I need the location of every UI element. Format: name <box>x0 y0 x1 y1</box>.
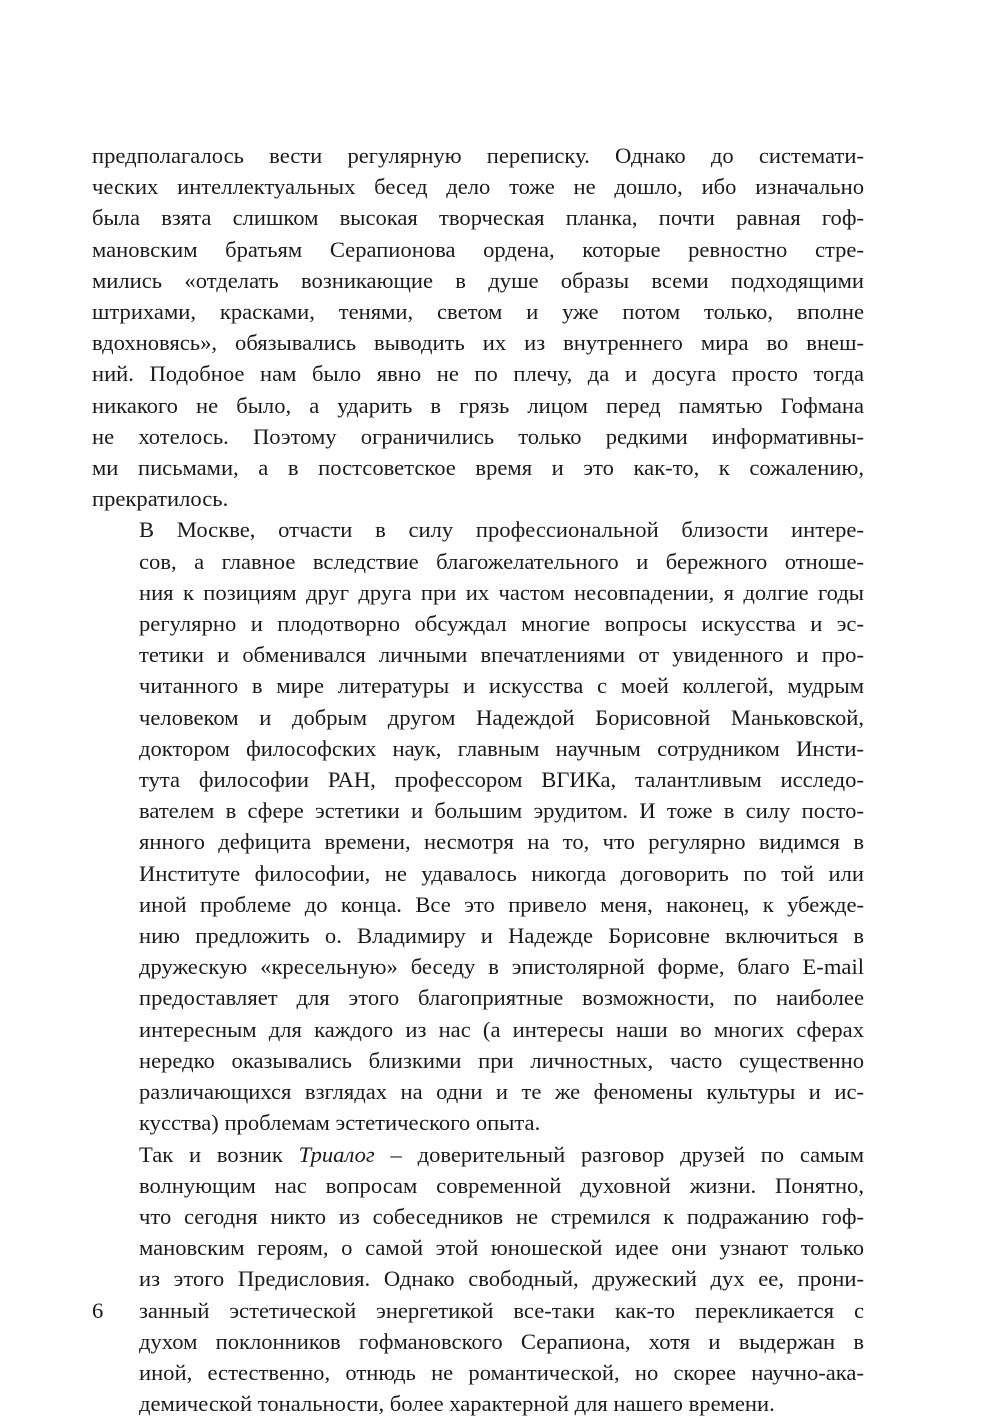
text-line <box>92 1139 864 1170</box>
text-line: регулярно и плодотворно обсуждал многие вопросы искусства и эс- <box>92 608 864 639</box>
text-line: мились «отделать возникающие в душе образы всеми подходящими <box>92 265 864 296</box>
text-line: дружескую «кресельную» беседу в эпистолярной форме, благо E-mail <box>92 951 864 982</box>
text-fragment: Так и возник <box>139 1142 299 1167</box>
page-number: 6 <box>92 1297 103 1325</box>
text-line: нередко оказывались близкими при личностных, часто существенно <box>92 1045 864 1076</box>
text-line: вателем в сфере эстетики и большим эрудитом. И тоже в силу посто- <box>92 795 864 826</box>
text-line: предполагалось вести регулярную переписку. Однако до системати- <box>92 140 864 171</box>
text-line: что сегодня никто из собеседников не стремился к подражанию гоф- <box>92 1201 864 1232</box>
text-line: была взята слишком высокая творческая планка, почти равная гоф- <box>92 202 864 233</box>
text-line: штрихами, красками, тенями, светом и уже потом только, вполне <box>92 296 864 327</box>
text-line: ми письмами, а в постсоветское время и это как-то, к сожалению, <box>92 452 864 483</box>
text-line: занный эстетической энергетикой все-таки как-то перекликается с <box>92 1295 864 1326</box>
text-line: различающихся взглядах на одни и те же феномены культуры и ис- <box>92 1076 864 1107</box>
text-line: сов, а главное вследствие благожелательного и бережного отноше- <box>92 546 864 577</box>
text-line: ний. Подобное нам было явно не по плечу, да и досуга просто тогда <box>92 358 864 389</box>
italic-title: Триалог <box>299 1142 375 1167</box>
text-fragment: – доверительный разговор друзей по самым <box>375 1142 864 1167</box>
text-line: кусства) проблемам эстетического опыта. <box>92 1107 864 1138</box>
text-line: вдохновясь», обязывались выводить их из внутреннего мира во внеш- <box>92 327 864 358</box>
paragraph-3 <box>92 1139 864 1419</box>
text-line: читанного в мире литературы и искусства с моей коллегой, мудрым <box>92 670 864 701</box>
text-line: никакого не было, а ударить в грязь лицом перед памятью Гофмана <box>92 390 864 421</box>
text-line: тетики и обменивался личными впечатлениями от увиденного и про- <box>92 639 864 670</box>
text-line: демической тональности, более характерной для нашего времени. <box>92 1388 864 1419</box>
paragraph-2 <box>92 514 864 1138</box>
text-line: не хотелось. Поэтому ограничились только редкими информативны- <box>92 421 864 452</box>
text-line: мановским братьям Серапионова ордена, которые ревностно стре- <box>92 234 864 265</box>
text-line: доктором философских наук, главным научным сотрудником Инсти- <box>92 733 864 764</box>
text-line: нию предложить о. Владимиру и Надежде Борисовне включиться в <box>92 920 864 951</box>
text-line: тута философии РАН, профессором ВГИКа, талантливым исследо- <box>92 764 864 795</box>
text-line: прекратилось. <box>92 483 864 514</box>
text-line: волнующим нас вопросам современной духовной жизни. Понятно, <box>92 1170 864 1201</box>
text-line: янного дефицита времени, несмотря на то, что регулярно видимся в <box>92 826 864 857</box>
text-line: духом поклонников гофмановского Серапиона, хотя и выдержан в <box>92 1326 864 1357</box>
text-line: Институте философии, не удавалось никогда договорить по той или <box>92 858 864 889</box>
text-line: интересным для каждого из нас (а интересы наши во многих сферах <box>92 1014 864 1045</box>
text-line: иной проблеме до конца. Все это привело меня, наконец, к убежде- <box>92 889 864 920</box>
text-line: предоставляет для этого благоприятные возможности, по наиболее <box>92 982 864 1013</box>
text-line: мановским героям, о самой этой юношеской идее они узнают только <box>92 1232 864 1263</box>
text-line: ческих интеллектуальных бесед дело тоже не дошло, ибо изначально <box>92 171 864 202</box>
text-line: из этого Предисловия. Однако свободный, дружеский дух ее, прони- <box>92 1263 864 1294</box>
paragraph-1 <box>92 140 864 514</box>
text-line: В Москве, отчасти в силу профессиональной близости интере- <box>92 514 864 545</box>
page-body <box>92 140 864 1419</box>
text-line: иной, естественно, отнюдь не романтической, но скорее научно-ака- <box>92 1357 864 1388</box>
text-line: ния к позициям друг друга при их частом несовпадении, я долгие годы <box>92 577 864 608</box>
text-line: человеком и добрым другом Надеждой Борисовной Маньковской, <box>92 702 864 733</box>
